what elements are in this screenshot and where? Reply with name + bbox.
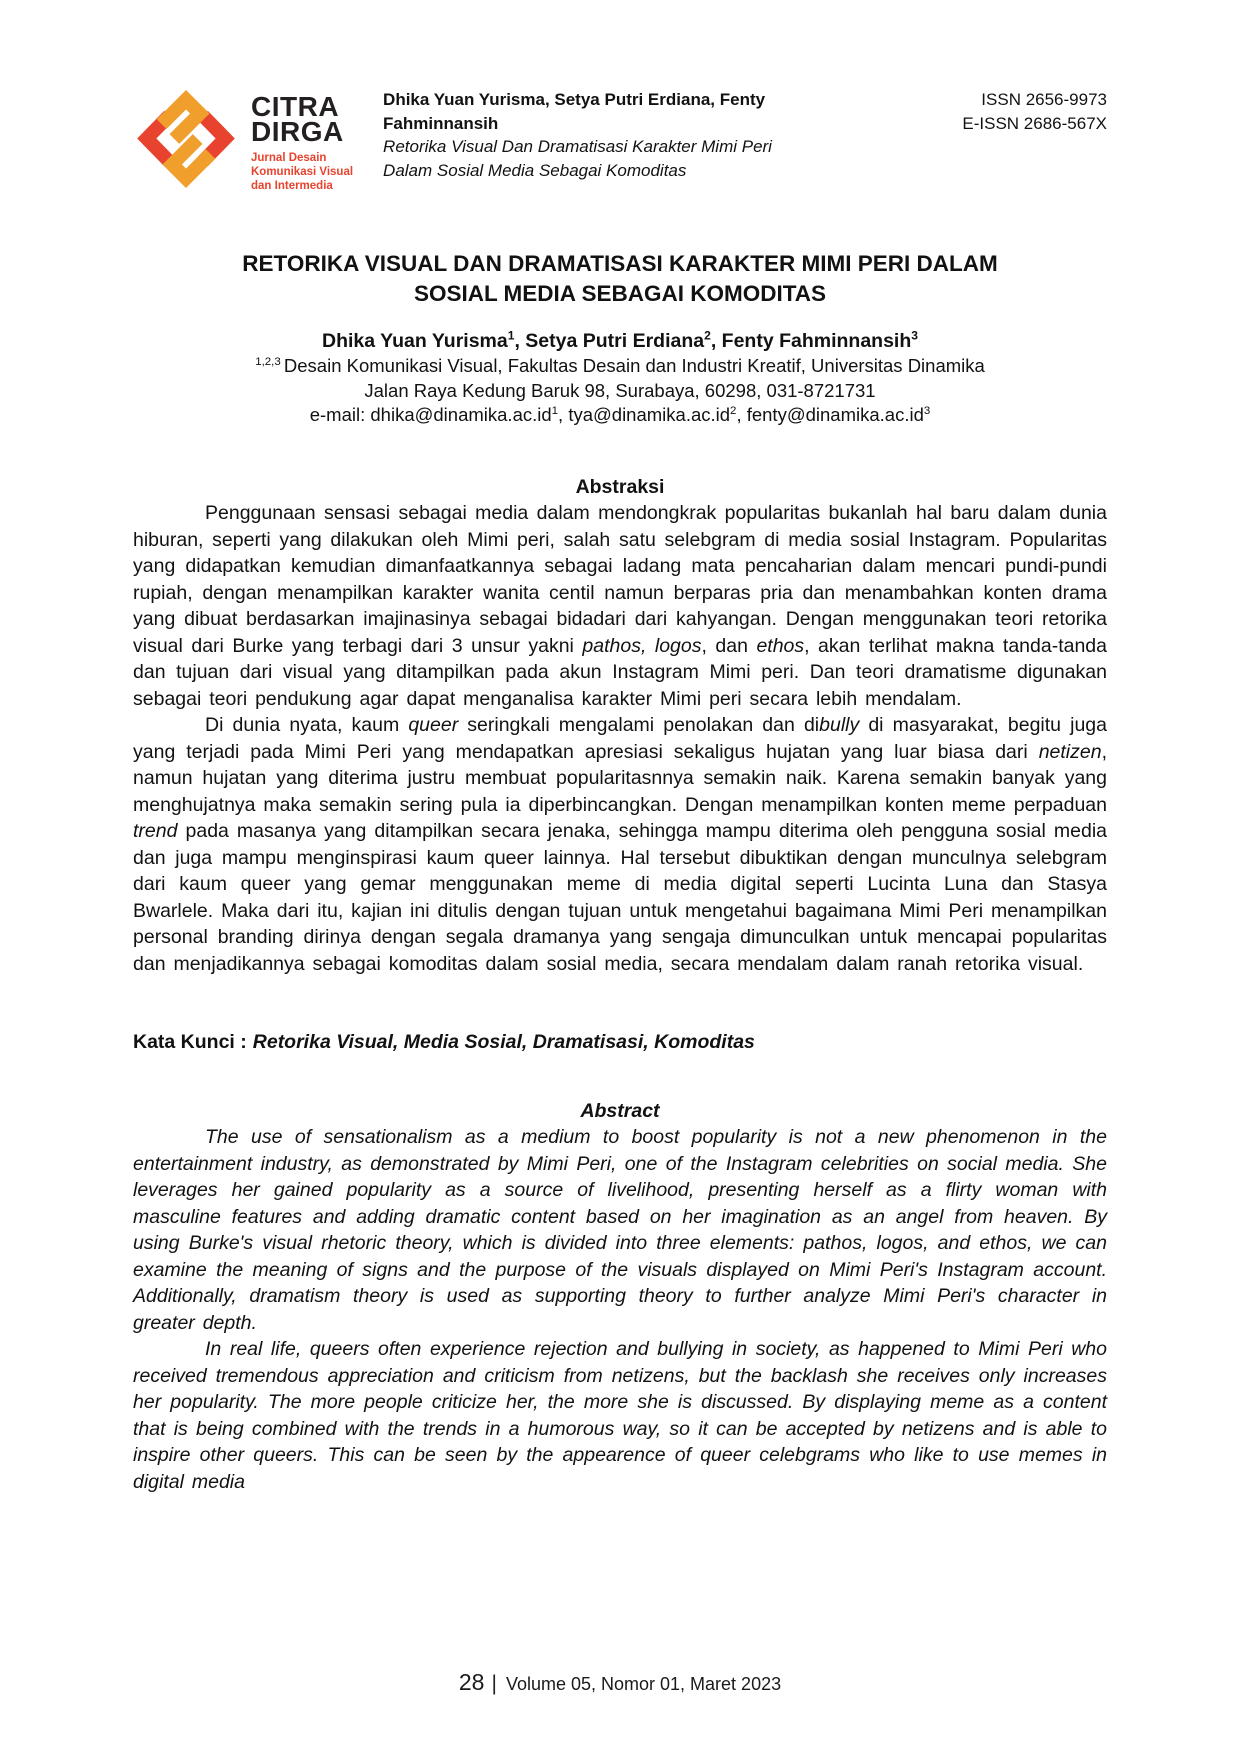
abstraksi-heading: Abstraksi [575,475,665,498]
article-authors: Dhika Yuan Yurisma$^1$, Setya Putri Erdiana$^2$, Fenty Fahminnansih$^3$ [322,328,918,352]
abstract-heading: Abstract [580,1099,660,1122]
citra-dirga-logo-icon [133,86,239,192]
logo-tagline-line: dan Intermedia [251,180,333,192]
keywords-line [133,1029,1107,1056]
article-body [133,249,1107,1495]
footer-separator: | [491,1672,497,1695]
logo-bottom-zigzag [172,139,210,178]
keywords-label: Kata Kunci : [133,1031,247,1053]
logo-tagline-line: Jurnal Desain [251,152,327,164]
logo-tagline [251,151,353,193]
article-affiliation: $^{1,2,3}$ Desain Komunikasi Visual, Fakultas Desain dan Industri Kreatif, Universitas Dinamika [255,355,985,376]
running-head-title: Retorika Visual Dan Dramatisasi Karakter Mimi Peri Dalam Sosial Media Sebagai Komoditas [383,137,772,180]
page-footer [0,1669,1240,1696]
article-title: RETORIKA VISUAL DAN DRAMATISASI KARAKTER MIMI PERI DALAM SOSIAL MEDIA SEBAGAI KOMODITAS [242,251,998,306]
footer-issue-info: Volume 05, Nomor 01, Maret 2023 [505,1674,782,1694]
issn-print: ISSN 2656-9973 [981,90,1107,109]
issn-block [962,86,1107,135]
abstraksi-paragraph-1: Penggunaan sensasi sebagai media dalam mendongkrak popularitas bukanlah hal baru dalam dunia hiburan, seperti yang dilakukan oleh Mimi peri, salah satu selebgram di media sosial Instagram. Popularitas yang didapatkan kemudian dimanfaatkannya sebagai ladang mata pencaharian dalam mencari pundi-pundi rupiah, dengan menampilkan karakter wanita centil namun berparas pria dan menambahkan konten drama yang dibuat berdasarkan imajinasinya sebagai bidadari dari kahyangan. Dengan menggunakan teori retorika visual dari Burke yang terbagi dari 3 unsur yakni pathos, logos, dan ethos, akan terlihat makna tanda-tanda dan tujuan dari visual yang ditampilkan pada akun Instagram Mimi peri. Dan teori dramatisme digunakan sebagai teori pendukung agar dapat menganalisa karakter Mimi peri secara lebih mendalam. [133,502,1107,710]
abstract-paragraph-2: In real life, queers often experience rejection and bullying in society, as happened to Mimi Peri who received tremendous appreciation and criticism from netizens, but the backlash she receives only increases her popularity. The more people criticize her, the more she is discussed. By displaying meme as a content that is being combined with the trends in a humorous way, so it can be accepted by netizens and is able to inspire other queers. This can be seen by the appearence of queer celebgrams who like to use memes in digital media [133,1338,1107,1493]
logo-title [251,91,353,147]
abstract-paragraph-1: The use of sensationalism as a medium to boost popularity is not a new phenomenon in the entertainment industry, as demonstrated by Mimi Peri, one of the Instagram celebrities on social media. She leverages her gained popularity as a source of livelihood, presenting herself as a flirty woman with masculine features and adding dramatic content based on her imagination as an angel from heaven. By using Burke's visual rhetoric theory, which is divided into three elements: pathos, logos, and ethos, we can examine the meaning of signs and the purpose of the visuals displayed on Mimi Peri's Instagram account. Additionally, dramatism theory is used as supporting theory to further analyze Mimi Peri's character in greater depth. [133,1126,1107,1334]
logo-top-zigzag [162,100,200,139]
issn-electronic: E-ISSN 2686-567X [962,113,1107,133]
running-head [383,86,795,182]
logo-title-line1: CITRA [251,91,340,122]
keywords-value: Retorika Visual, Media Sosial, Dramatisasi, Komoditas [252,1031,755,1053]
logo-tagline-line: Komunikasi Visual [251,166,354,178]
logo-title-line2: DIRGA [251,116,344,147]
page-number: 28 [458,1669,485,1695]
running-head-authors: Dhika Yuan Yurisma, Setya Putri Erdiana, Fenty Fahminnansih [383,90,766,133]
article-address: Jalan Raya Kedung Baruk 98, Surabaya, 60298, 031-8721731 [364,379,876,401]
abstraksi-paragraph-2: Di dunia nyata, kaum queer seringkali mengalami penolakan dan dibully di masyarakat, begitu juga yang terjadi pada Mimi Peri yang mendapatkan apresiasi sekaligus hujatan yang luar biasa dari netizen, namun hujatan yang diterima justru membuat popularitasnnya semakin naik. Karena semakin banyak yang menghujatnya maka semakin sering pula ia diperbincangkan. Dengan menampilkan konten meme perpaduan trend pada masanya yang ditampilkan secara jenaka, sehingga mampu diterima oleh pengguna sosial media dan juga mampu menginspirasi kaum queer lainnya. Hal tersebut dibuktikan dengan munculnya selebgram dari kaum queer yang gemar menggunakan meme di media digital seperti Lucinta Luna dan Stasya Bwarlele. Maka dari itu, kajian ini ditulis dengan tujuan untuk mengetahui bagaimana Mimi Peri menampilkan personal branding dirinya dengan segala dramanya yang sengaja dimunculkan untuk mencapai popularitas dan menjadikannya sebagai komoditas dalam sosial media, secara mendalam dalam ranah retorika visual. [133,714,1107,975]
logo-text [251,86,353,193]
page-header [133,86,1107,193]
journal-logo [133,86,353,193]
article-email: e-mail: $dhika@dinamika.ac.id^1$, $tya@dinamika.ac.id^2$, $fenty@dinamika.ac.id^3$ [309,404,931,425]
